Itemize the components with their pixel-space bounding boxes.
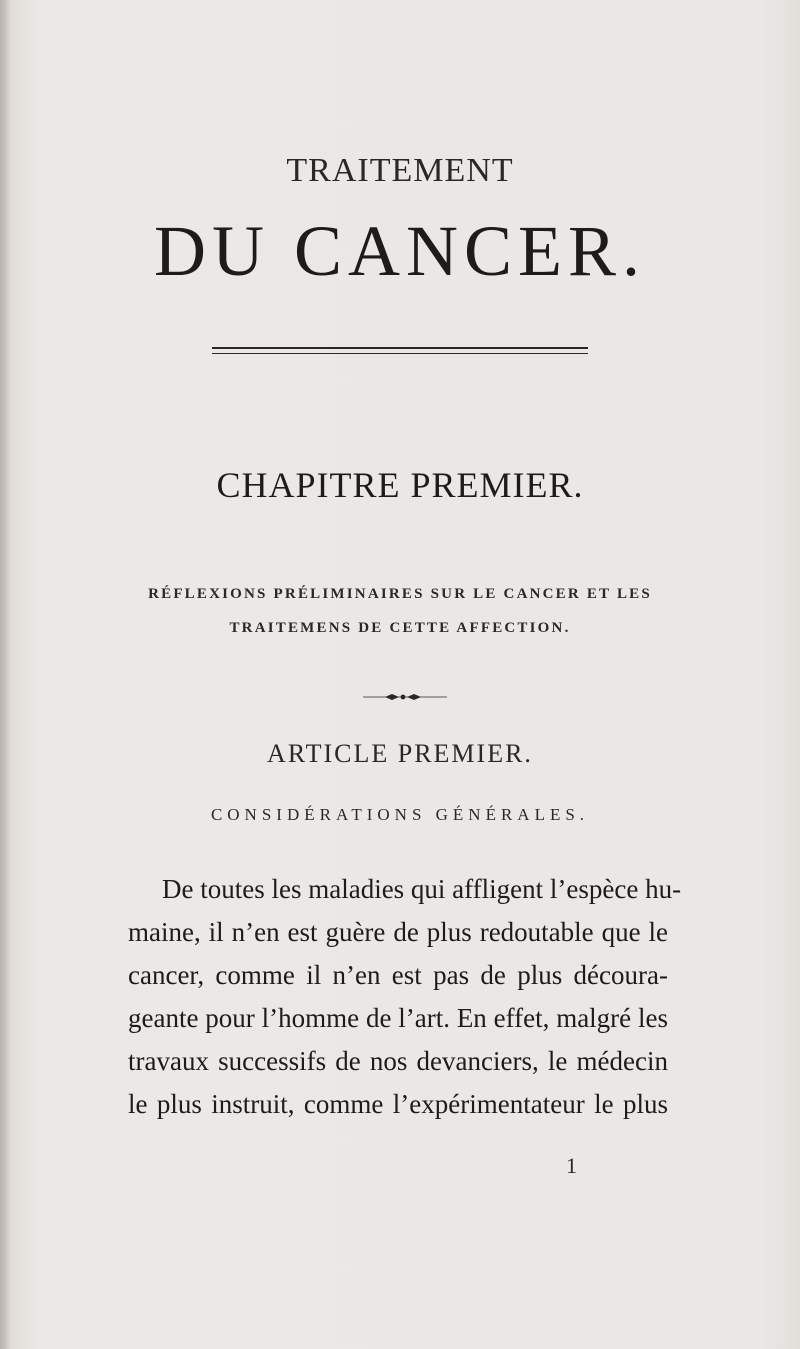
chapter-subtitle-line-2: TRAITEMENS DE CETTE AFFECTION. <box>229 620 571 636</box>
chapter-subtitle <box>0 577 800 645</box>
body-paragraph <box>128 868 682 1126</box>
page-number: 1 <box>566 1153 577 1178</box>
body-line: maine, il n’en est guère de plus redoutable que le <box>128 917 668 947</box>
body-line: cancer, comme il n’en est pas de plus découra- <box>128 960 668 990</box>
body-line: De toutes les maladies qui affligent l’espèce hu- <box>162 874 682 904</box>
article-subheading: CONSIDÉRATIONS GÉNÉRALES. <box>210 805 590 824</box>
binding-gutter <box>0 0 10 1349</box>
ornament-divider <box>355 692 455 702</box>
body-line: geante pour l’homme de l’art. En effet, malgré les <box>128 1003 668 1033</box>
double-rule-top <box>212 347 588 349</box>
title-line-1: TRAITEMENT <box>286 152 514 189</box>
article-heading: ARTICLE PREMIER. <box>267 739 533 768</box>
double-rule-bottom <box>212 353 588 354</box>
body-line: travaux successifs de nos devanciers, le médecin <box>128 1046 668 1076</box>
chapter-subtitle-line-1: RÉFLEXIONS PRÉLIMINAIRES SUR LE CANCER ET LES <box>148 586 652 602</box>
body-line: le plus instruit, comme l’expérimentateur le plus <box>128 1089 668 1119</box>
title-line-2: DU CANCER. <box>153 211 647 291</box>
chapter-heading: CHAPITRE PREMIER. <box>216 465 584 505</box>
